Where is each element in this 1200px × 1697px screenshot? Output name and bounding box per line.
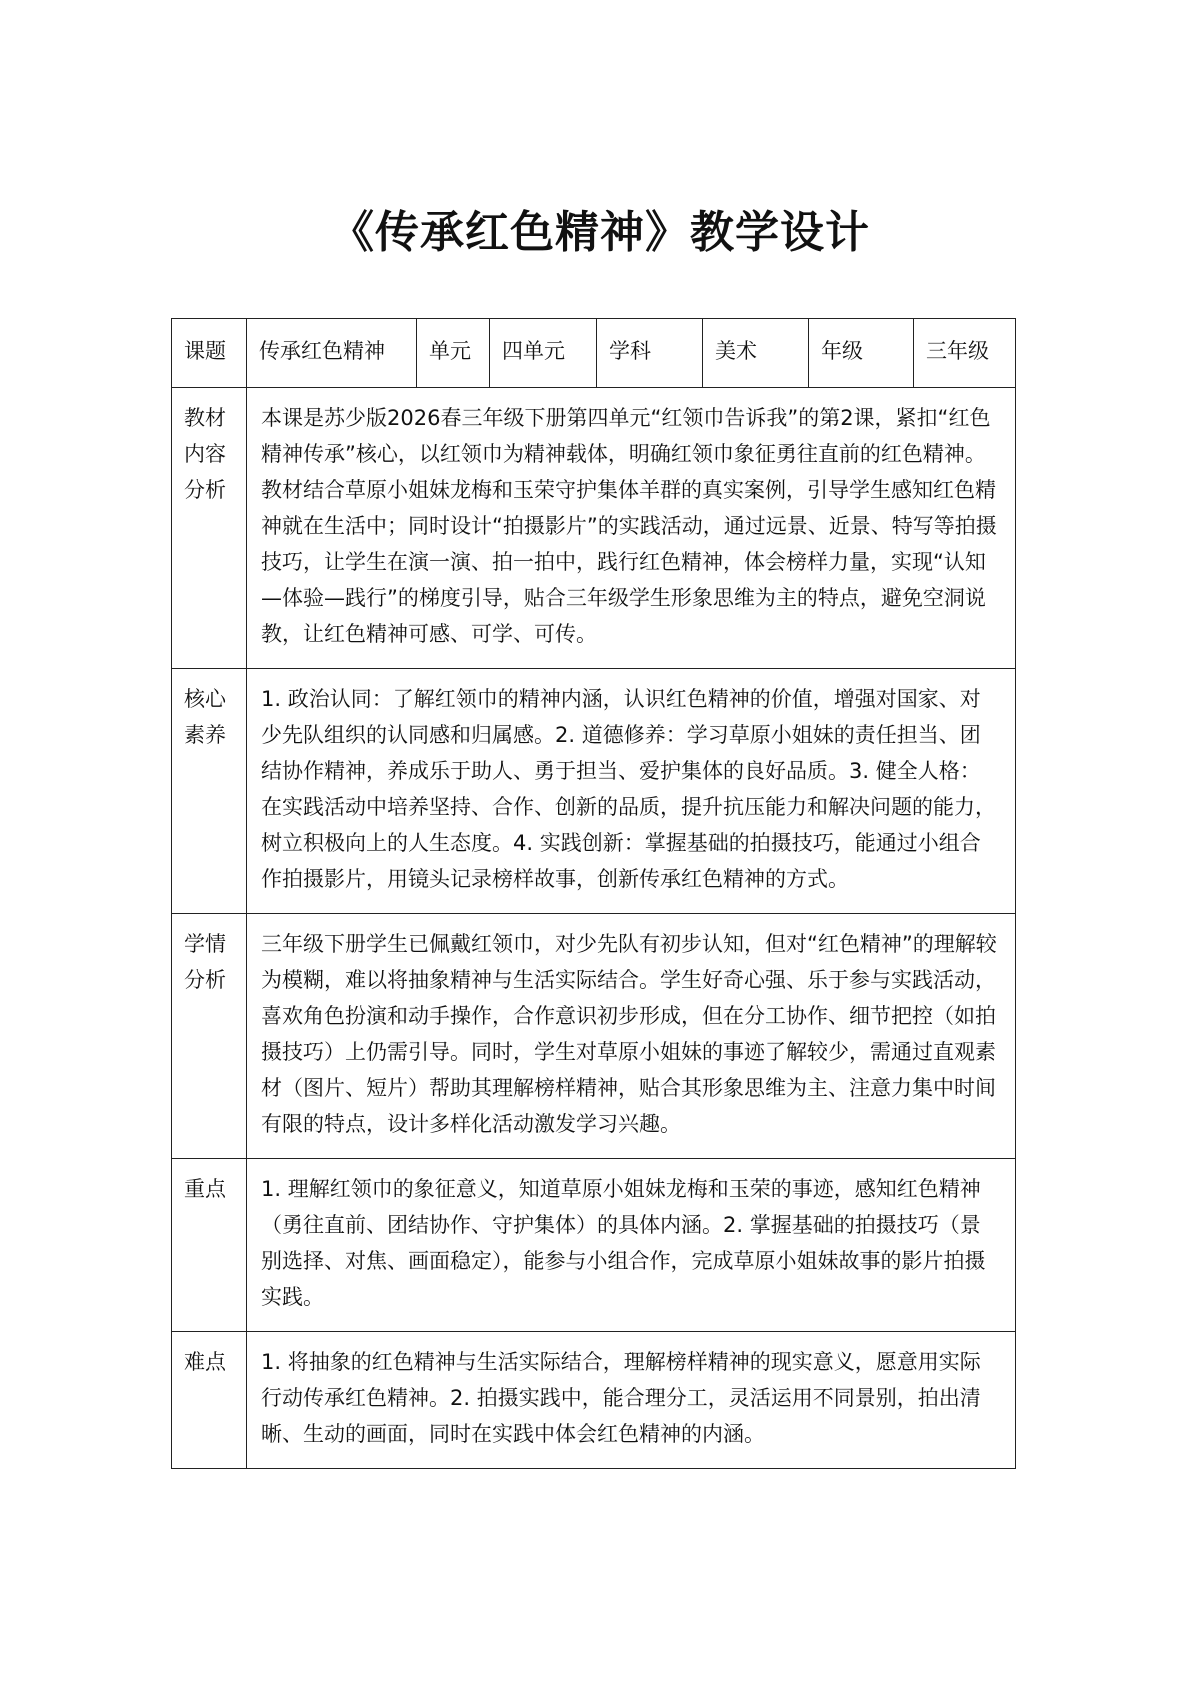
section-text: 1. 将抽象的红色精神与生活实际结合，理解榜样精神的现实意义，愿意用实际行动传承红色精神。2. 拍摄实践中，能合理分工，灵活运用不同景别，拍出清晰、生动的画面，同时在实践中体会红色精神的内涵。 (247, 1332, 1016, 1469)
page-title: 《传承红色精神》教学设计 (330, 207, 870, 258)
section-text: 本课是苏少版2026春三年级下册第四单元“红领巾告诉我”的第2课，紧扣“红色精神传承”核心，以红领巾为精神载体，明确红领巾象征勇往直前的红色精神。教材结合草原小姐妹龙梅和玉荣守护集体羊群的真实案例，引导学生感知红色精神就在生活中；同时设计“拍摄影片”的实践活动，通过远景、近景、特写等拍摄技巧，让学生在演一演、拍一拍中，践行红色精神，体会榜样力量，实现“认知—体验—践行”的梯度引导，贴合三年级学生形象思维为主的特点，避免空洞说教，让红色精神可感、可学、可传。 (247, 388, 1016, 669)
grade-label: 年级 (809, 319, 914, 388)
lesson-plan-table (171, 318, 1016, 1469)
subject-value: 美术 (703, 319, 809, 388)
section-label: 难点 (172, 1332, 247, 1469)
section-row-key-points (172, 1159, 1016, 1332)
section-row-core-literacy (172, 669, 1016, 914)
section-label: 学情分析 (172, 914, 247, 1159)
section-label: 重点 (172, 1159, 247, 1332)
section-text: 1. 政治认同：了解红领巾的精神内涵，认识红色精神的价值，增强对国家、对少先队组织的认同感和归属感。2. 道德修养：学习草原小姐妹的责任担当、团结协作精神，养成乐于助人、勇于担当、爱护集体的良好品质。3. 健全人格：在实践活动中培养坚持、合作、创新的品质，提升抗压能力和解决问题的能力，树立积极向上的人生态度。4. 实践创新：掌握基础的拍摄技巧，能通过小组合作拍摄影片，用镜头记录榜样故事，创新传承红色精神的方式。 (247, 669, 1016, 914)
section-row-textbook-analysis (172, 388, 1016, 669)
section-text: 1. 理解红领巾的象征意义，知道草原小姐妹龙梅和玉荣的事迹，感知红色精神（勇往直前、团结协作、守护集体）的具体内涵。2. 掌握基础的拍摄技巧（景别选择、对焦、画面稳定），能参与小组合作，完成草原小姐妹故事的影片拍摄实践。 (247, 1159, 1016, 1332)
section-label: 教材内容分析 (172, 388, 247, 669)
section-row-student-analysis (172, 914, 1016, 1159)
header-row (172, 319, 1016, 388)
unit-label: 单元 (417, 319, 490, 388)
topic-value: 传承红色精神 (247, 319, 417, 388)
unit-value: 四单元 (490, 319, 597, 388)
section-row-difficult-points (172, 1332, 1016, 1469)
section-label: 核心素养 (172, 669, 247, 914)
section-text: 三年级下册学生已佩戴红领巾，对少先队有初步认知，但对“红色精神”的理解较为模糊，难以将抽象精神与生活实际结合。学生好奇心强、乐于参与实践活动，喜欢角色扮演和动手操作，合作意识初步形成，但在分工协作、细节把控（如拍摄技巧）上仍需引导。同时，学生对草原小姐妹的事迹了解较少，需通过直观素材（图片、短片）帮助其理解榜样精神，贴合其形象思维为主、注意力集中时间有限的特点，设计多样化活动激发学习兴趣。 (247, 914, 1016, 1159)
subject-label: 学科 (597, 319, 703, 388)
grade-value: 三年级 (914, 319, 1016, 388)
topic-label: 课题 (172, 319, 247, 388)
